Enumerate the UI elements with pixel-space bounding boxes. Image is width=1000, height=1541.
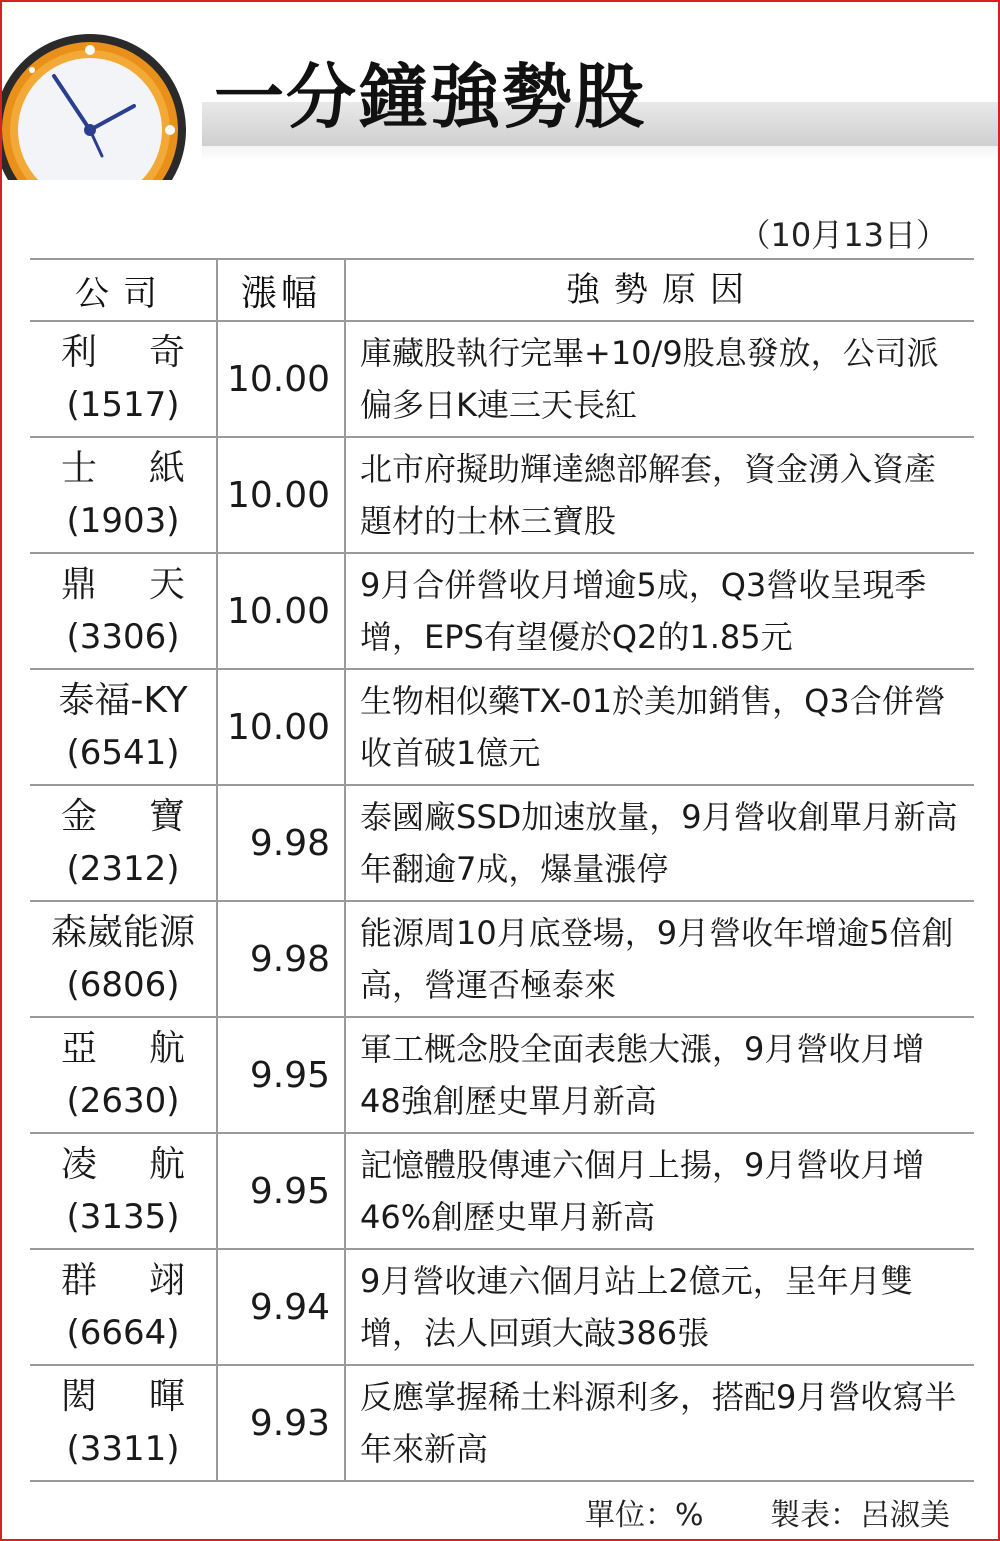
clock-icon (2, 2, 202, 180)
company-name: 金寶 (60, 796, 237, 837)
table-row (30, 1365, 974, 1481)
company-cell (30, 1365, 237, 1481)
company-name: 凌航 (60, 1144, 237, 1185)
title-bar-shadow (202, 146, 998, 162)
company-name: 士紙 (60, 448, 237, 489)
table-row (30, 1133, 974, 1249)
stock-code: (1903) (66, 501, 180, 541)
company-cell (30, 1249, 237, 1365)
reason-cell: 9月營收連六個月站上2億元，呈年月雙增，法人回頭大敲386張 (345, 1249, 974, 1365)
change-cell: 9.95 (217, 1017, 345, 1133)
company-cell (30, 437, 237, 553)
company-cell (30, 901, 217, 1017)
stock-code: (2312) (66, 849, 180, 889)
change-cell: 10.00 (217, 669, 345, 785)
stock-code: (2630) (66, 1081, 180, 1121)
header-reason: 強勢原因 (345, 259, 974, 321)
stock-table (30, 258, 974, 1482)
reason-cell: 北市府擬助輝達總部解套，資金湧入資產題材的士林三寶股 (345, 437, 974, 553)
stock-code: (3311) (66, 1429, 180, 1469)
company-cell (30, 1017, 237, 1133)
stock-code: (1517) (66, 385, 180, 425)
page-title: 一分鐘強勢股 (214, 56, 646, 138)
header-change: 漲幅 (217, 259, 345, 321)
table-row (30, 901, 974, 1017)
company-name: 鼎天 (60, 564, 237, 605)
change-cell: 9.95 (217, 1133, 345, 1249)
reason-cell: 泰國廠SSD加速放量，9月營收創單月新高年翻逾7成，爆量漲停 (345, 785, 974, 901)
change-cell: 10.00 (217, 553, 345, 669)
company-cell (30, 553, 237, 669)
company-name: 泰福-KY (58, 680, 188, 721)
company-name: 森崴能源 (50, 912, 195, 953)
company-cell (30, 321, 237, 437)
company-name: 利奇 (60, 332, 237, 373)
table-header-row (30, 259, 974, 321)
table-row (30, 785, 974, 901)
company-name: 閎暉 (60, 1376, 237, 1417)
unit-label: 單位：% (585, 1498, 704, 1533)
reason-cell: 反應掌握稀土料源利多，搭配9月營收寫半年來新高 (345, 1365, 974, 1481)
change-cell: 9.98 (217, 901, 345, 1017)
reason-cell: 軍工概念股全面表態大漲，9月營收月增48強創歷史單月新高 (345, 1017, 974, 1133)
stock-code: (3306) (66, 617, 180, 657)
company-cell (30, 785, 237, 901)
stock-code: (3135) (66, 1197, 180, 1237)
company-cell (30, 1133, 237, 1249)
header-company: 公司 (30, 259, 217, 321)
table-row (30, 321, 974, 437)
reason-cell: 庫藏股執行完畢+10/9股息發放，公司派偏多日K連三天長紅 (345, 321, 974, 437)
table-row (30, 553, 974, 669)
reason-cell: 生物相似藥TX-01於美加銷售，Q3合併營收首破1億元 (345, 669, 974, 785)
reason-cell: 記憶體股傳連六個月上揚，9月營收月增46%創歷史單月新高 (345, 1133, 974, 1249)
change-cell: 9.98 (217, 785, 345, 901)
change-cell: 10.00 (217, 321, 345, 437)
change-cell: 9.94 (217, 1249, 345, 1365)
company-name: 亞航 (60, 1028, 237, 1069)
company-name: 群翊 (60, 1260, 237, 1301)
change-cell: 9.93 (217, 1365, 345, 1481)
stock-code: (6806) (66, 965, 180, 1005)
stock-code: (6664) (66, 1313, 180, 1353)
table-row (30, 669, 974, 785)
company-cell (30, 669, 217, 785)
table-row (30, 437, 974, 553)
date-label: （10月13日） (738, 216, 948, 254)
stock-code: (6541) (66, 733, 180, 773)
reason-cell: 能源周10月底登場，9月營收年增逾5倍創高，營運否極泰來 (345, 901, 974, 1017)
table-row (30, 1249, 974, 1365)
maker-label: 製表：呂淑美 (770, 1498, 950, 1533)
table-row (30, 1017, 974, 1133)
reason-cell: 9月合併營收月增逾5成，Q3營收呈現季增，EPS有望優於Q2的1.85元 (345, 553, 974, 669)
header (2, 2, 998, 180)
change-cell: 10.00 (217, 437, 345, 553)
